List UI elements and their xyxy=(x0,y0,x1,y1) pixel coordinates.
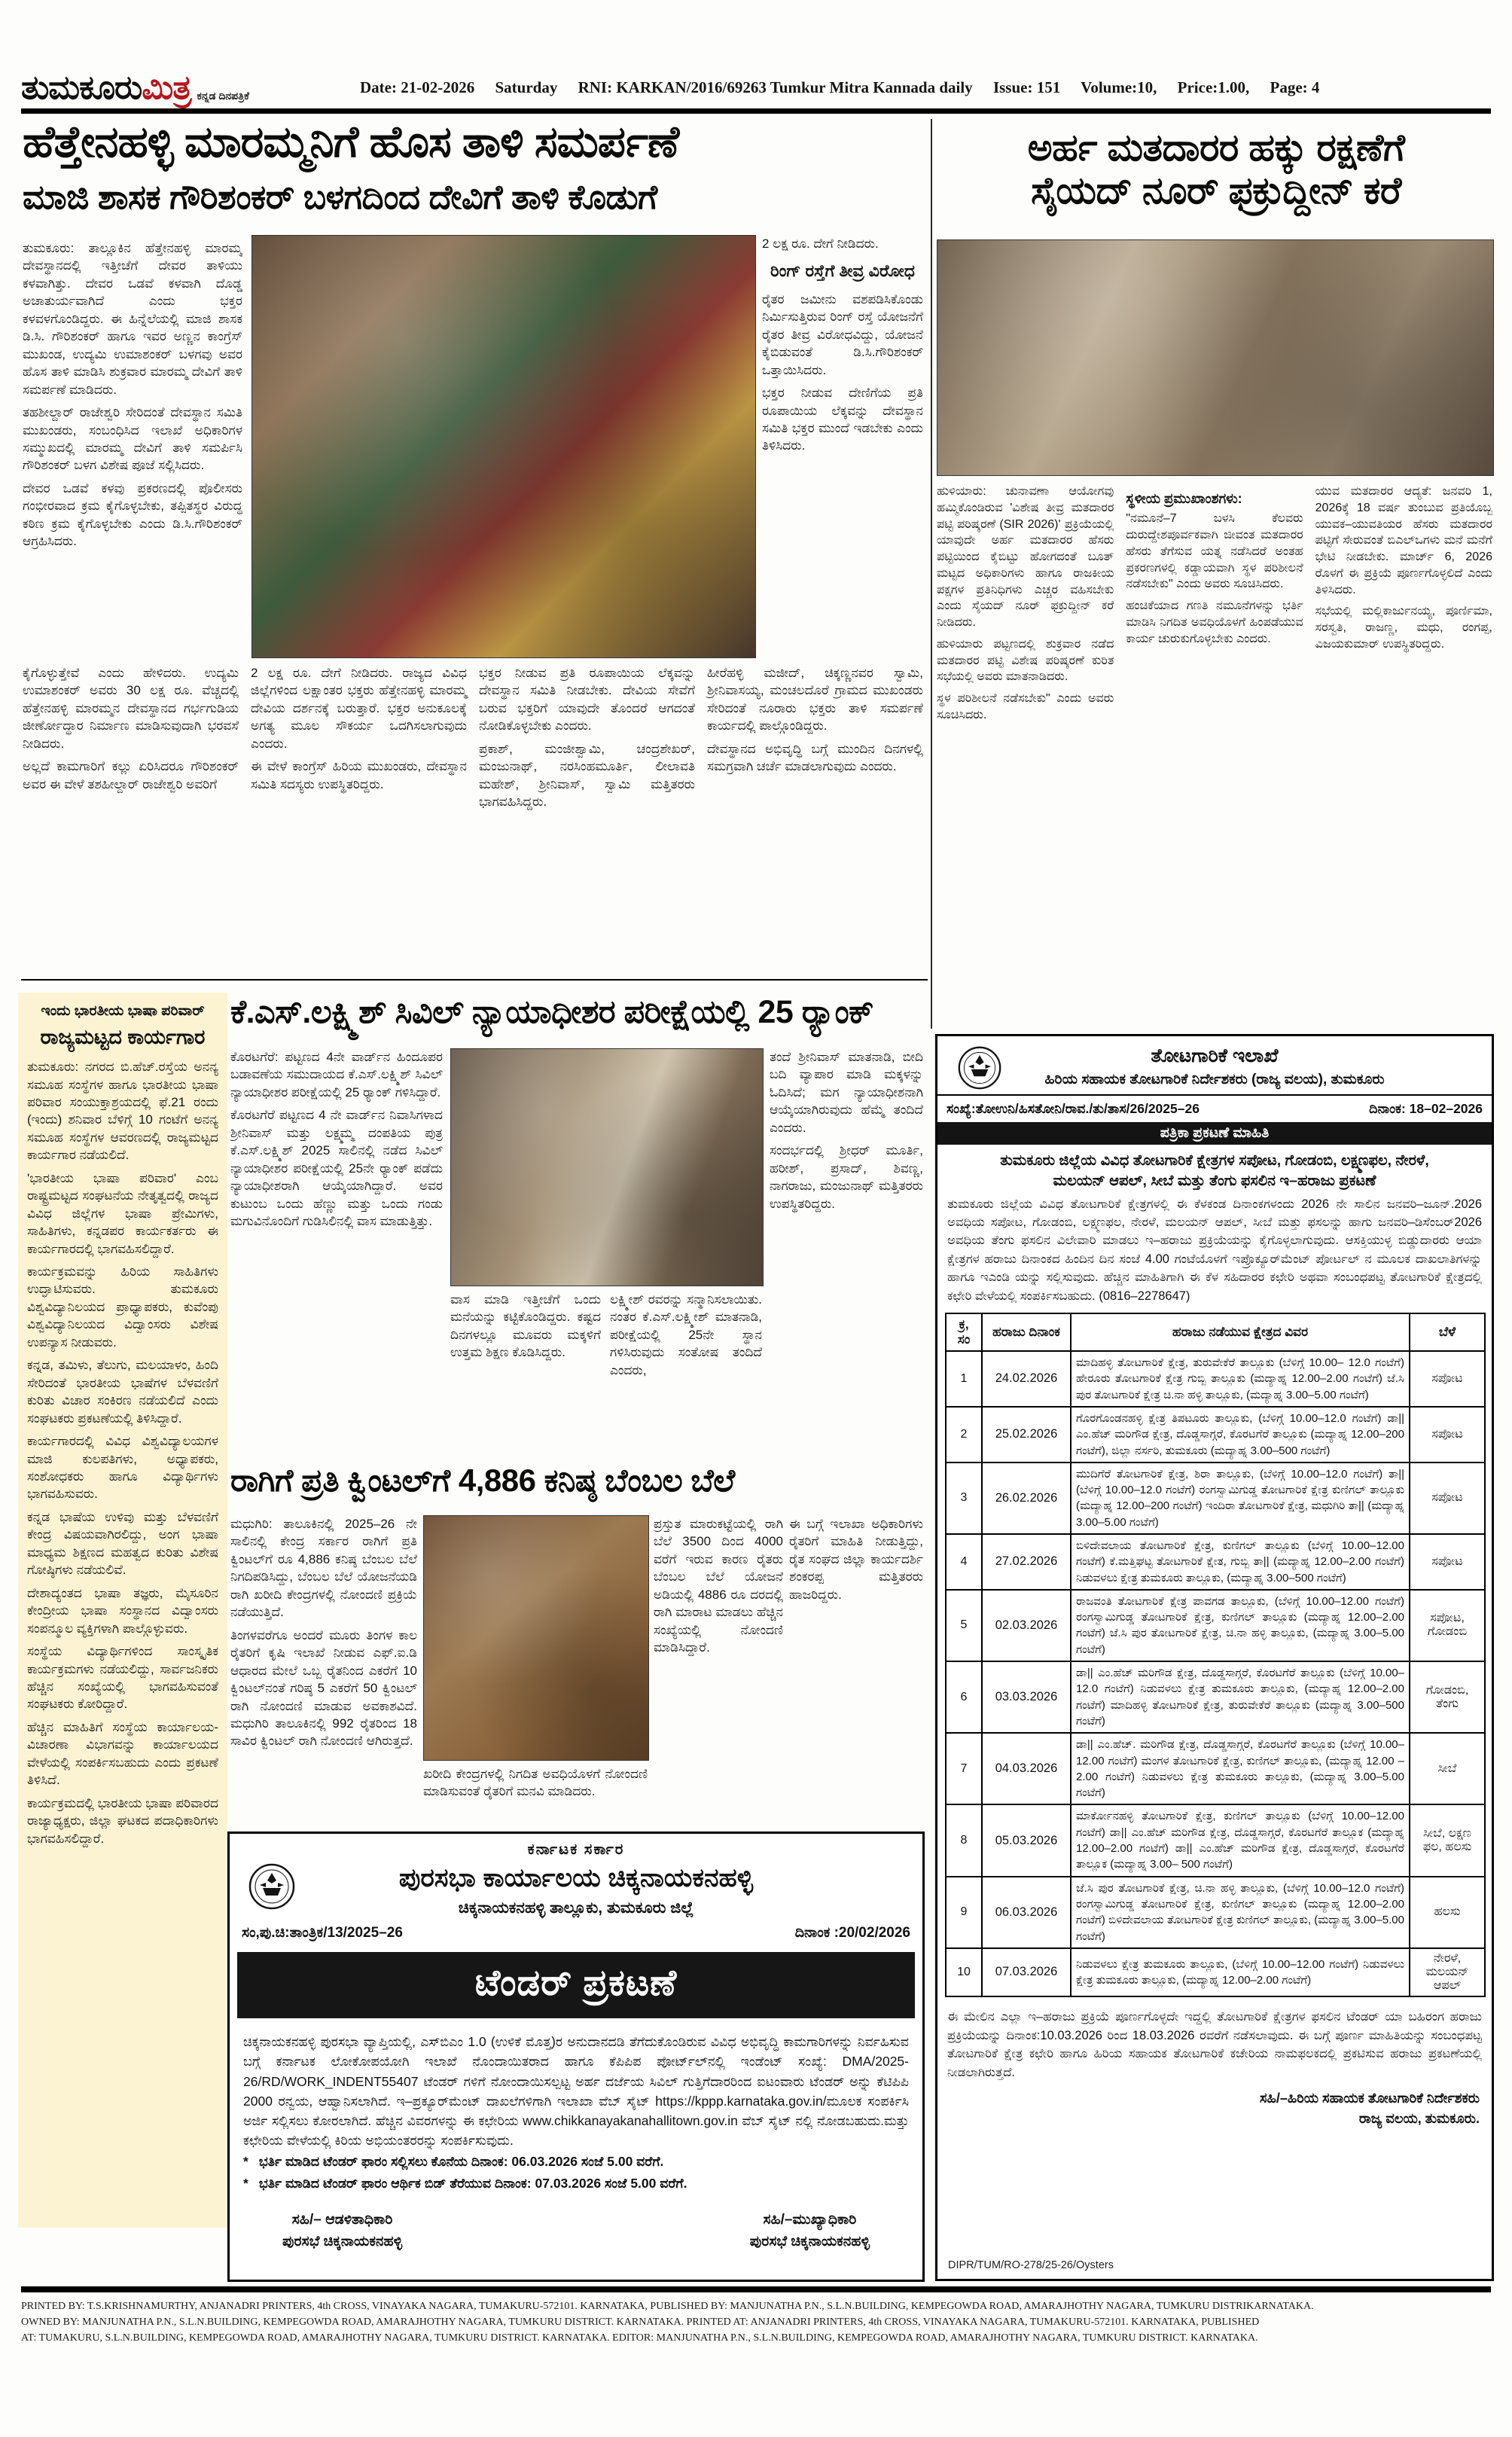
tender-notice-box xyxy=(227,1832,925,2282)
paragraph: ಲಕ್ಷ್ಮೀಶ್ ರವರನ್ನು ಸನ್ಮಾನಿಸಲಾಯಿತು. ನಂತರ ಕೆ.ಎಸ್.ಲಕ್ಷ್ಮೀಶ್ ಮಾತನಾಡಿ, ಪರೀಕ್ಷೆಯಲ್ಲಿ 25ನೇ ಸ್ಥಾನ ಗಳಿಸಿರುವುದು ಸಂತೋಷ ತಂದಿದೆ ಎಂದರು, xyxy=(610,1292,762,1377)
masthead-meta xyxy=(360,78,1336,97)
tali-column-left xyxy=(23,239,242,655)
paragraph: ತಂದೆ ಶ್ರೀನಿವಾಸ್ ಮಾತನಾಡಿ, ಬೀದಿ ಬದಿ ವ್ಯಾಪಾರ ಮಾಡಿ ಮಕ್ಕಳನ್ನು ಓದಿಸಿದೆ; ಮಗ ನ್ಯಾಯಾಧೀಶನಾಗಿ ಆಯ್ಕೆಯಾಗಿರುವುದು ಹೆಮ್ಮೆ ತಂದಿದೆ ಎಂದರು. xyxy=(770,1050,923,1135)
column-divider xyxy=(931,119,932,1029)
judge-headline: ಕೆ.ಎಸ್.ಲಕ್ಷ್ಮಿಶ್ ಸಿವಿಲ್ ನ್ಯಾಯಾಧೀಶರ ಪರೀಕ್ಷೆಯಲ್ಲಿ 25 ರ‍್ಯಾಂಕ್ xyxy=(230,994,873,1030)
paragraph: ಕನ್ನಡ ಭಾಷೆಯ ಉಳಿವು ಮತ್ತು ಬೆಳವಣಿಗೆ ಕೇಂದ್ರ ವಿಷಯವಾಗಿರಲಿದ್ದು, ಅಂಗ ಭಾಷಾ ಮಾಧ್ಯಮ ಶಿಕ್ಷಣದ ಮಹತ್ವದ ಕುರಿತು ವಿಶೇಷ ಗೋಷ್ಠಿಗಳು ನಡೆಯಲಿವೆ. xyxy=(27,1509,218,1578)
paragraph: ವಾಸ ಮಾಡಿ ಇತ್ತೀಚೆಗೆ ಒಂದು ಮನೆಯನ್ನು ಕಟ್ಟಿಕೊಂಡಿದ್ದರು. ಕಷ್ಟದ ದಿನಗಳಲ್ಲೂ ಮೂವರು ಮಕ್ಕಳಿಗೆ ಉತ್ತಮ ಶಿಕ್ಷಣ ಕೊಡಿಸಿದ್ದರು. xyxy=(450,1292,601,1360)
photo-tali-ceremony xyxy=(251,235,756,658)
cell-crop: ಸಪೋಟ, ಗೋಡಂಬಿ xyxy=(1410,1590,1485,1661)
paragraph: ಈ ವೇಳೆ ಕಾಂಗ್ರೆಸ್ ಹಿರಿಯ ಮುಖಂಡರು, ದೇವಸ್ಥಾನ ಸಮಿತಿ ಸದಸ್ಯರು ಉಪಸ್ಥಿತರಿದ್ದರು. xyxy=(251,759,467,791)
paragraph: 2 ಲಕ್ಷ ರೂ. ದೇಗೆ ನೀಡಿದರು. ರಾಜ್ಯದ ವಿವಿಧ ಜಿಲ್ಲೆಗಳಿಂದ ಲಕ್ಷಾಂತರ ಭಕ್ತರು ಹೆತ್ತೇನಹಳ್ಳಿ ಮಾರಮ್ಮ ದೇವಿಯ ದರ್ಶನಕ್ಕೆ ಬರುತ್ತಾರೆ. ಭಕ್ತರ ಅನುಕೂಲಕ್ಕೆ ಅಗತ್ಯ ಮೂಲ ಸೌಕರ್ಯ ಒದಗಿಸಲಾಗುವುದು ಎಂದರು. xyxy=(251,666,467,751)
tender-bullet-1 xyxy=(230,2151,922,2173)
photo-overlay xyxy=(937,240,1493,475)
voter-col-1 xyxy=(937,483,1114,1027)
photo-overlay xyxy=(424,1516,648,1760)
paragraph: ಕೊರಟಗೆರೆ: ಪಟ್ಟಣದ 4ನೇ ವಾರ್ಡ್‌ನ ಹಿಂದೂಪರ ಬಡಾವಣೆಯ ಸಮುದಾಯದ ಕೆ.ಎಸ್.ಲಕ್ಷ್ಮಿಶ್ ಸಿವಿಲ್ ನ್ಯಾಯಾಧೀಶರ ಪರೀಕ್ಷೆಯಲ್ಲಿ 25 ರ‍್ಯಾಂಕ್ ಗಳಿಸಿದ್ದಾರೆ. xyxy=(230,1050,443,1100)
voter-col-2 xyxy=(1126,483,1303,1027)
cell-serial: 3 xyxy=(946,1463,982,1534)
cell-date: 05.03.2026 xyxy=(982,1804,1071,1876)
paragraph: ಕಾರ್ಯಕ್ರಮದಲ್ಲಿ ಭಾರತೀಯ ಭಾಷಾ ಪರಿವಾರದ ರಾಜ್ಯಾಧ್ಯಕ್ಷರು, ಜಿಲ್ಲಾ ಘಟಕದ ಪದಾಧಿಕಾರಿಗಳು ಭಾಗವಹಿಸಲಿದ್ದಾರೆ. xyxy=(27,1795,218,1846)
paragraph: ಹಂಚಿಕೆಯಾದ ಗಣತಿ ನಮೂನೆಗಳನ್ನು ಭರ್ತಿ ಮಾಡಿಸಿ ನಿಗದಿತ ಅವಧಿಯೊಳಗೆ ಹಿಂಪಡೆಯುವ ಕಾರ್ಯ ಚುರುಕುಗೊಳ್ಳಬೇಕು ಎಂದರು. xyxy=(1126,599,1303,645)
cell-details: ಜೆ.ಸಿ ಪುರ ತೋಟಗಾರಿಕೆ ಕ್ಷೇತ್ರ, ಚಿ.ನಾ ಹಳ್ಳಿ ತಾಲ್ಲೂಕು, (ಬೆಳಿಗ್ಗೆ 10.00–12.0 ಗಂಟೆಗೆ) ರಂಗಸ್ವಾಮಿಗುಡ್ಡ ತೋಟಗಾರಿಕೆ ಕ್ಷೇತ್ರ, ಕುಣಿಗಲ್ ತಾಲ್ಲೂಕು (ಮದ್ಯಾಹ್ನ 12.00–2.00 ಗಂಟೆಗೆ) ಬಿಳಿದೇವಲಾಯ ತೋಟಗಾರಿಕೆ ಕ್ಷೇತ್ರ ಕುಣಿಗಲ್ ತಾಲ್ಲೂಕು, (ಮದ್ಯಾಹ್ನ 3.00–5.00 ಗಂಟೆಗೆ) xyxy=(1071,1877,1410,1948)
table-row xyxy=(946,1407,1485,1463)
masthead-title-black: ತುಮಕೂರು xyxy=(21,69,142,106)
masthead-issue: Issue: 151 xyxy=(992,78,1061,96)
hort-date: ದಿನಾಂಕ: 18–02–2026 xyxy=(1369,1101,1483,1116)
paragraph: ತುಮಕೂರು: ನಗರದ ಬಿ.ಹೆಚ್.ರಸ್ತೆಯ ಅನನ್ಯ ಸಮೂಹ ಸಂಸ್ಥೆಗಳ ಹಾಗೂ ಭಾರತೀಯ ಭಾಷಾ ಪರಿವಾರ ಸಂಯುಕ್ತಾಶ್ರಯದಲ್ಲಿ ಫೆ.21 ರಂದು (ಇಂದು) ಶನಿವಾರ ಬೆಳಿಗ್ಗೆ 10 ಗಂಟೆಗೆ ಅನನ್ಯ ಸಮೂಹ ಸಂಸ್ಥೆಗಳ ಆವರಣದಲ್ಲಿ ರಾಜ್ಯಮಟ್ಟದ ಕಾರ್ಯಗಾರ ನಡೆಯಲಿದೆ. xyxy=(27,1060,218,1163)
masthead-title-red: ಮಿತ್ರ xyxy=(142,69,191,106)
tali-headline-sub: ಮಾಜಿ ಶಾಸಕ ಗೌರಿಶಂಕರ್ ಬಳಗದಿಂದ ದೇವಿಗೆ ತಾಳಿ ಕೊಡುಗೆ xyxy=(23,178,657,216)
signature-org: ರಾಜ್ಯ ವಲಯ, ತುಮಕೂರು. xyxy=(1358,2110,1480,2126)
voter-subhead: ಸ್ಥಳೀಯ ಪ್ರಮುಖಾಂಶಗಳು: xyxy=(1126,491,1242,506)
hort-post-note: ಈ ಮೇಲಿನ ಎಲ್ಲಾ ಇ–ಹರಾಜು ಪ್ರಕ್ರಿಯೆ ಪೂರ್ಣಗೊಳ್ಳದೇ ಇದ್ದಲ್ಲಿ ತೋಟಗಾರಿಕೆ ಕ್ಷೇತ್ರಗಳ ಫಸಲಿನ ಟೆಂಡರ್ ಯಾ ಬಹಿರಂಗ ಹರಾಜು ಪ್ರಕ್ರಿಯೆಯನ್ನು ದಿನಾಂಕ:10.03.2026 ರಿಂದ 18.03.2026 ರವರೆಗೆ ನಡೆಸಲಾವುದು. ಈ ಬಗ್ಗೆ ಪೂರ್ಣ ಮಾಹಿತಿಯನ್ನು ಸಂಬಂಧಪಟ್ಟ ತೋಟಗಾರಿಕೆ ಕ್ಷೇತ್ರ ಕಛೇರಿ ಹಾಗೂ ಹಿರಿಯ ಸಹಾಯಕ ತೋಟಗಾರಿಕೆ ಕಚೇರಿಯ ನಾಮಫಲಕದಲ್ಲಿ ಪ್ರಕಟಿಸುವ ಹರಾಜು ಪ್ರಕಟಣೆಯಲ್ಲಿ ನೀಡಲಾಗಿರುತ್ತದೆ. xyxy=(947,2009,1482,2080)
paragraph: ತುಮಕೂರು: ತಾಲ್ಲೂಕಿನ ಹೆತ್ತೇನಹಳ್ಳಿ ಮಾರಮ್ಮ ದೇವಸ್ಥಾನದಲ್ಲಿ ಇತ್ತೀಚೆಗೆ ದೇವರ ತಾಳಿಯು ಕಳವಾಗಿತ್ತು. ದೇವರ ಒಡವೆ ಕಳವಾಗಿ ದೊಡ್ಡ ಅಚಾತುರ್ಯವಾಗಿದೆ ಎಂದು ಭಕ್ತರ ಕಳವಳಗೊಂಡಿದ್ದರು. ಈ ಹಿನ್ನೆಲೆಯಲ್ಲಿ ಮಾಜಿ ಶಾಸಕ ಡಿ.ಸಿ. ಗೌರಿಶಂಕರ್ ಹಾಗೂ ಇವರ ಅಣ್ಣನ ಕಾಂಗ್ರೆಸ್ ಮುಖಂಡ, ಉದ್ಯಮಿ ಉಮಾಶಂಕರ್ ಬಳಗವು ಅವರ ಹೊಸ ತಾಳಿ ಮಾಡಿಸಿ ಶುಕ್ರವಾರ ಮಾರಮ್ಮ ದೇವಿಗೆ ತಾಳಿ ಸಮರ್ಪಣೆ ಮಾಡಿದರು. xyxy=(23,241,242,397)
tali-bottom-col-1 xyxy=(23,664,239,968)
tali-bottom-col-4 xyxy=(707,664,923,968)
asterisk-icon: * xyxy=(243,2175,248,2191)
voter-columns xyxy=(937,483,1492,1027)
photo-overlay xyxy=(252,236,755,657)
col-header-serial: ಕ್ರ, ಸಂ xyxy=(946,1313,982,1351)
cell-details: ಮಾರ್ಕೋನಹಳ್ಳಿ ತೋಟಗಾರಿಕೆ ಕ್ಷೇತ್ರ, ಕುಣಿಗಲ್ ತಾಲ್ಲೂಕು (ಬೆಳಿಗ್ಗೆ 10.00–12.00 ಗಂಟೆಗೆ) ಡಾ|| ಎಂ.ಹೆಚ್ ಮರಿಗೌಡ ಕ್ಷೇತ್ರ, ದೊಡ್ಡಸಾಗ್ಗರೆ, ಕೊರಟಗೆರೆ ತಾಲ್ಲೂಕ (ಮದ್ಯಾಹ್ನ 12.00–2.00 ಗಂಟೆಗೆ) ಡಾ|| ಎಂ.ಹೆಚ್ ಮರಿಗೌಡ ಕ್ಷೇತ್ರ, ದೊಡ್ಡಸಾಗ್ಗರೆ, ಕೊರಟಗೆರೆ ತಾಲ್ಲೂಕ (ಮದ್ಯಾಹ್ನ 3.00– 500 ಗಂಟೆಗೆ) xyxy=(1071,1804,1410,1876)
cell-serial: 5 xyxy=(946,1590,982,1661)
paragraph: ತಹಶೀಲ್ದಾರ್ ರಾಜೇಶ್ವರಿ ಸೇರಿದಂತೆ ದೇವಸ್ಥಾನ ಸಮಿತಿ ಮುಖಂಡರು, ಸಂಬಂಧಿಸಿದ ಇಲಾಖೆ ಅಧಿಕಾರಿಗಳ ಸಮ್ಮುಖದಲ್ಲಿ ಮಾರಮ್ಮ ದೇವಿಗೆ ತಾಳಿ ಸಮರ್ಪಿಸಿ ಗೌರಿಶಂಕರ್ ಬಳಗ ವಿಶೇಷ ಪೂಜೆ ಸಲ್ಲಿಸಿದರು. xyxy=(23,405,242,473)
tali-headline-main: ಹೆತ್ತೇನಹಳ್ಳಿ ಮಾರಮ್ಮನಿಗೆ ಹೊಸ ತಾಳಿ ಸಮರ್ಪಣೆ xyxy=(23,117,679,166)
cell-serial: 2 xyxy=(946,1407,982,1463)
judge-col-1 xyxy=(230,1048,443,1455)
hort-title-line2: ಮಲಯನ್ ಆಪಲ್, ಸೀಬೆ ಮತ್ತು ತೆಂಗು ಫಸಲಿನ ಇ–ಹರಾಜು ಪ್ರಕಟಣೆ xyxy=(1053,1173,1376,1190)
cell-crop: ಸೀಬೆ xyxy=(1410,1733,1485,1804)
masthead-rni: RNI: KARKAN/2016/69263 Tumkur Mitra Kannada daily xyxy=(578,78,973,96)
auction-table xyxy=(945,1313,1486,1997)
tali-bottom-col-3 xyxy=(479,664,695,968)
masthead-volume: Volume:10, xyxy=(1081,78,1157,96)
workshop-article xyxy=(18,993,227,2228)
cell-details: ಬಿಳಿದೇವಲಾಯ ತೋಟಗಾರಿಕೆ ಕ್ಷೇತ್ರ, ಕುಣಿಗಲ್ ತಾಲ್ಲೂಕು (ಬೆಳಿಗ್ಗೆ 10.00–12.00 ಗಂಟೆಗೆ) ಕೆ.ಮತ್ತಿಘಟ್ಟ ತೋಟಗಾರಿಕೆ ಕ್ಷೇತ, ಗುಬ್ಬಿ ತಾ|| (ಮದ್ಯಾಹ್ನ 12.00–2.00 ಗಂಟೆಗೆ) ನಿಡುವಳಲು ಕ್ಷೇತ್ರ ತುಮಕೂರು ತಾಲ್ಲೂಕು, (ಮದ್ಯಾಹ್ನ 3.00–500 ಗಂಟೆಗೆ) xyxy=(1071,1534,1410,1590)
asterisk-icon: * xyxy=(243,2153,248,2169)
paragraph: 'ಭಾರತೀಯ ಭಾಷಾ ಪರಿವಾರ' ಎಂಬ ರಾಷ್ಟ್ರಮಟ್ಟದ ಸಂಘಟನೆಯ ನೇತೃತ್ವದಲ್ಲಿ ರಾಜ್ಯದ ವಿವಿಧ ಜಿಲ್ಲೆಗಳ ಭಾಷಾ ಪ್ರೇಮಿಗಳು, ಸಾಹಿತಿಗಳು, ಕನ್ನಡಪರ ಕಾರ್ಯಕರ್ತರು ಈ ಕಾರ್ಯಗಾರದಲ್ಲಿ ಭಾಗವಹಿಸಲಿದ್ದಾರೆ. xyxy=(27,1170,218,1256)
cell-serial: 7 xyxy=(946,1733,982,1804)
ragi-headline: ರಾಗಿಗೆ ಪ್ರತಿ ಕ್ವಿಂಟಲ್‌ಗೆ 4,886 ಕನಿಷ್ಠ ಬೆಂಬಲ ಬೆಲೆ xyxy=(230,1463,735,1498)
paragraph: ಸಂಸ್ಥೆಯ ವಿದ್ಯಾರ್ಥಿಗಳಿಂದ ಸಾಂಸ್ಕೃತಿಕ ಕಾರ್ಯಕ್ರಮಗಳು ನಡೆಯಲಿದ್ದು, ಸಾರ್ವಜನಿಕರು ಹೆಚ್ಚಿನ ಸಂಖ್ಯೆಯಲ್ಲಿ ಭಾಗವಹಿಸುವಂತೆ ಸಂಘಟಕರು ಕೋರಿದ್ದಾರೆ. xyxy=(27,1644,218,1712)
table-row xyxy=(946,1804,1485,1876)
paragraph: ಅಲ್ಲದೆ ಕಾಮಗಾರಿಗೆ ಕಲ್ಲು ಏರಿಸಿದರೂ ಗೌರಿಶಂಕರ್ ಅವರ ಈ ವೇಳೆ ತಶಹೀಲ್ದಾರ್ ರಾಜೇಶ್ವರಿ ಅವರಿಗೆ xyxy=(23,759,239,791)
ragi-col-b xyxy=(789,1515,923,1822)
tali-column-right xyxy=(762,235,923,657)
tender-ref-number: ಸಂ,ಪು.ಚಿ:ತಾಂತ್ರಿಕ/13/2025–26 xyxy=(242,1925,403,1941)
cell-details: ಗೊರಗೊಂಡನಹಳ್ಳಿ ಕ್ಷೇತ್ರ ತಿಪಟೂರು ತಾಲ್ಲೂಕು, (ಬೆಳಿಗ್ಗೆ 10.00–12.0 ಗಂಟೆಗೆ) ಡಾ|| ಎಂ.ಹೆಚ್ ಮರಿಗೌಡ ಕ್ಷೇತ್ರ, ದೊಡ್ಡಸಾಗ್ಗರೆ, ಕೊರಟಗೆರೆ ತಾಲ್ಲೂಕು (ಮದ್ಯಾಹ್ನ 12.00–200 ಗಂಟೆಗೆ), ಜಿಲ್ಲಾ ನರ್ಸರಿ, ತುಮಕೂರು (ಮದ್ಯಾಹ್ನ 3.00–500 ಗಂಟೆಗೆ) xyxy=(1071,1407,1410,1463)
cell-details: ಮಾದಿಹಳ್ಳಿ ತೋಟಗಾರಿಕೆ ಕ್ಷೇತ್ರ, ತುರುವೇಕೆರೆ ತಾಲ್ಲೂಕು (ಬೆಳಿಗ್ಗೆ 10.00– 12.0 ಗಂಟೆಗೆ) ಹೇರೂರು ತೋಟಗಾರಿಕೆ ಕ್ಷೇತ್ರ ಗುಬ್ಬಿ ತಾಲ್ಲೂಕು (ಮದ್ಯಾಹ್ನ 12.00–2.00 ಗಂಟೆಗೆ) ಜೆ.ಸಿ ಪುರ ತೋಟಗಾರಿಕೆ ಕ್ಷೇತ್ರ ಚಿ.ನಾ ಹಳ್ಳಿ ತಾಲ್ಲೂಕು, (ಮದ್ಯಾಹ್ನ 3.00–5.00 ಗಂಟೆಗೆ) xyxy=(1071,1351,1410,1407)
cell-details: ಡಾ|| ಎಂ.ಹೆಚ್. ಮರಿಗೌಡ ಕ್ಷೇತ್ರ, ದೊಡ್ಡಸಾಗ್ಗರೆ, ಕೊರಟಗೆರೆ ತಾಲ್ಲೂಕು (ಬೆಳಿಗ್ಗೆ 10.00–12.00 ಗಂಟೆಗೆ) ಮಂಗಳ ತೋಟಗಾರಿಕೆ ಕ್ಷೇತ್ರ, ಕುಣಿಗಲ್ ತಾಲ್ಲೂಕು, (ಮದ್ಯಾಹ್ನ 12.00 – 2.00 ಗಂಟೆಗೆ) ನಿಡುವಳಲು ಕ್ಷೇತ್ರ ತುಮಕೂರು ತಾಲ್ಲೂಕು, (ಮದ್ಯಾಹ್ನ 3.00–5.00 ಗಂಟೆಗೆ) xyxy=(1071,1733,1410,1804)
paragraph: ಹೀರೆಹಳ್ಳಿ ಮಜೀದ್, ಚಿಕ್ಕಣ್ಣನವರ ಸ್ವಾಮಿ, ಶ್ರೀನಿವಾಸಯ್ಯ, ಮಂಚಲದೊರೆ ಗ್ರಾಮದ ಮುಖಂಡರು ಸೇರಿದಂತೆ ನೂರಾರು ಭಕ್ತರು ತಾಳಿ ಸಮರ್ಪಣೆ ಕಾರ್ಯದಲ್ಲಿ ಪಾಲ್ಗೊಂಡಿದ್ದರು. xyxy=(707,666,923,734)
cell-serial: 10 xyxy=(946,1948,982,1996)
cell-crop: ಗೋಡಂಬಿ, ತೆಂಗು xyxy=(1410,1661,1485,1733)
hort-title-line1: ತುಮಕೂರು ಜಿಲ್ಲೆಯ ವಿವಿಧ ತೋಟಗಾರಿಕೆ ಕ್ಷೇತ್ರಗಳ ಸಪೋಟ, ಗೋಡಂಬಿ, ಲಕ್ಷ್ಮಣಫಲ, ನೇರಳೆ, xyxy=(1000,1152,1429,1169)
cell-crop: ಸಪೋಟ xyxy=(1410,1351,1485,1407)
photo-overlay xyxy=(451,1049,763,1286)
paragraph: ಕೈಗೊಳ್ಳುತ್ತೇವೆ ಎಂದು ಹೇಳಿದರು. ಉದ್ಯಮಿ ಉಮಾಶಂಕರ್ ಅವರು 30 ಲಕ್ಷ ರೂ. ವೆಚ್ಚದಲ್ಲಿ ಹೆತ್ತೇನಹಳ್ಳಿ ಮಾರಮ್ಮನ ದೇವಸ್ಥಾನದ ಗರ್ಭಗುಡಿಯ ಜೀರ್ಣೋದ್ಧಾರ ನಿರ್ಮಾಣ ಮಾಡಿಸುವುದಾಗಿ ಭರವಸೆ ನೀಡಿದರು. xyxy=(23,666,239,751)
imprint-footer xyxy=(21,2298,1491,2346)
table-row xyxy=(946,1661,1485,1733)
section-rule xyxy=(21,979,928,981)
tender-ref-row xyxy=(230,1917,922,1946)
paragraph: ಯುವ ಮತದಾರರ ಆದ್ಯತೆ: ಜನವರಿ 1, 2026ಕ್ಕೆ 18 ವರ್ಷ ತುಂಬುವ ಪ್ರತಿಯೊಬ್ಬ ಯುವಕ–ಯುವತಿಯರ ಹೆಸರು ಮತದಾರರ ಪಟ್ಟಿಗೆ ಸೇರುವಂತೆ ಬಿಎಲ್‌ಒಗಳು ಮನೆ ಮನೆಗೆ ಭೇಟಿ ನೀಡಬೇಕು. ಮಾರ್ಚ್ 6, 2026 ರೊಳಗೆ ಈ ಪ್ರಕ್ರಿಯೆ ಪೂರ್ಣಗೊಳ್ಳಲಿದೆ ಎಂದು ತಿಳಿಸಿದರು. xyxy=(1315,485,1492,596)
voter-headline xyxy=(943,127,1489,212)
paragraph: ದೇವರ ಒಡವೆ ಕಳವು ಪ್ರಕರಣದಲ್ಲಿ ಪೊಲೀಸರು ಗಂಭೀರವಾದ ಕ್ರಮ ಕೈಗೊಳ್ಳಬೇಕು, ತಪ್ಪಿತಸ್ಥರ ವಿರುದ್ಧ ಕಠಿಣ ಕ್ರಮ ಕೈಗೊಳ್ಳಬೇಕು ಎಂದು ಡಿ.ಸಿ.ಗೌರಿಶಂಕರ್ ಆಗ್ರಹಿಸಿದರು. xyxy=(23,480,242,549)
tender-bullet-1-text: ಭರ್ತಿ ಮಾಡಿದ ಟೆಂಡರ್ ಫಾರಂ ಸಲ್ಲಿಸಲು ಕೊನೆಯ ದಿನಾಂಕ: 06.03.2026 ಸಂಜೆ 5.00 ವರೆಗೆ. xyxy=(258,2153,664,2169)
karnataka-emblem-icon xyxy=(957,1045,1002,1090)
paragraph: 2 ಲಕ್ಷ ರೂ. ದೇಗೆ ನೀಡಿದರು. xyxy=(762,236,879,251)
paragraph: ರೈತರ ಜಮೀನು ವಶಪಡಿಸಿಕೊಂಡು ನಿರ್ಮಿಸುತ್ತಿರುವ ರಿಂಗ್ ರಸ್ತೆ ಯೋಜನೆಗೆ ರೈತರ ತೀವ್ರ ವಿರೋಧವಿದ್ದು, ಯೋಜನೆ ಕೈಬಿಡುವಂತೆ ಡಿ.ಸಿ.ಗೌರಿಶಂಕರ್ ಒತ್ತಾಯಿಸಿದರು. xyxy=(762,291,923,377)
masthead-page: Page: 4 xyxy=(1270,78,1320,96)
col-header-details: ಹರಾಜು ನಡೆಯುವ ಕ್ಷೇತ್ರದ ವಿವರ xyxy=(1071,1313,1410,1351)
signature-org: ಪುರಸಭೆ ಚಿಕ್ಕನಾಯಕನಹಳ್ಳಿ xyxy=(749,2233,870,2249)
paragraph: ಭಕ್ತರ ನೀಡುವ ಪ್ರತಿ ರೂಪಾಯಿಯ ಲೆಕ್ಕವನ್ನು ದೇವಸ್ಥಾನ ಸಮಿತಿ ನೀಡಬೇಕು. ದೇವಿಯ ಸೇವೆಗೆ ಬರುವ ಭಕ್ತರಿಗೆ ಯಾವುದೇ ತೊಂದರೆ ಆಗದಂತೆ ನೋಡಿಕೊಳ್ಳಬೇಕು ಎಂದರು. xyxy=(479,666,695,734)
horticulture-notice-box xyxy=(935,1034,1494,2281)
workshop-body xyxy=(27,1058,218,1847)
cell-crop: ನೇರಳೆ, ಮಲಯನ್ ಆಪಲ್ xyxy=(1410,1948,1485,1996)
voter-headline-line2: ಸೈಯದ್ ನೂರ್ ಫಕ್ರುದ್ದೀನ್ ಕರೆ xyxy=(1031,169,1401,212)
imprint-line-3: AT: TUMAKURU, S.L.N.BUILDING, KEMPEGOWDA ROAD, AMARAJHOTHY NAGARA, TUMKURU DISTRICT. KARNATAKA. EDITOR: MANJUNATHA P.N., S.L.N.BUILDING, KEMPEGOWDA ROAD, AMARAJHOTHY NAGARA, TUMKURU DISTRICT. KARNATAKA. xyxy=(21,2332,1258,2344)
imprint-line-1: PRINTED BY: T.S.KRISHNAMURTHY, ANJANADRI PRINTERS, 4th CROSS, VINAYAKA NAGARA, TUMAKURU-572101. KARNATAKA, PUBLISHED BY: MANJUNATHA P.N., S.L.N.BUILDING, KEMPEGOWDA ROAD, AMARAJHOTHY NAGARA, TUMKURU DISTRIKARNATAKA. xyxy=(21,2301,1314,2312)
ragi-col-1 xyxy=(230,1515,417,1822)
paragraph: ಮಧುಗಿರಿ: ತಾಲೂಕಿನಲ್ಲಿ 2025–26 ನೇ ಸಾಲಿನಲ್ಲಿ ಕೇಂದ್ರ ಸರ್ಕಾರ ರಾಗಿಗೆ ಪ್ರತಿ ಕ್ವಿಂಟಲ್‌ಗೆ ರೂ 4,886 ಕನಿಷ್ಠ ಬೆಂಬಲ ಬೆಲೆ ನಿಗದಿಪಡಿಸಿದ್ದು, ಬೆಂಬಲ ಬೆಲೆ ಯೋಜನೆಯಡಿ ರಾಗಿ ಖರೀದಿ ಕೇಂದ್ರಗಳಲ್ಲಿ ನೋಂದಣಿ ಪ್ರಕ್ರಿಯೆ ನಡೆಯುತ್ತಿದೆ. xyxy=(230,1517,417,1620)
paragraph: ಕಾರ್ಯಕ್ರಮವನ್ನು ಹಿರಿಯ ಸಾಹಿತಿಗಳು ಉದ್ಘಾಟಿಸುವರು. ತುಮಕೂರು ವಿಶ್ವವಿದ್ಯಾನಿಲಯದ ಪ್ರಾಧ್ಯಾಪಕರು, ಕುವೆಂಪು ವಿಶ್ವವಿದ್ಯಾನಿಲಯದ ವಿದ್ವಾಂಸರು ವಿಶೇಷ ಉಪನ್ಯಾಸ ನೀಡುವರು. xyxy=(27,1264,218,1350)
tender-govt-line: ಕರ್ನಾಟಕ ಸರ್ಕಾರ xyxy=(527,1841,625,1858)
cell-serial: 8 xyxy=(946,1804,982,1876)
workshop-kicker: ಇಂದು ಭಾರತೀಯ ಭಾಷಾ ಪರಿವಾರ್ xyxy=(41,1003,205,1019)
voter-col-3 xyxy=(1315,483,1492,1027)
paragraph: ಹುಳಿಯಾರು: ಚುನಾವಣಾ ಆಯೋಗವು ಹಮ್ಮಿಕೊಂಡಿರುವ 'ವಿಶೇಷ ತೀವ್ರ ಮತದಾರರ ಪಟ್ಟಿ ಪರಿಷ್ಕರಣೆ (SIR 2026)' ಪ್ರಕ್ರಿಯೆಯಲ್ಲಿ ಯಾವುದೇ ಅರ್ಹ ಮತದಾರರ ಹೆಸರು ಪಟ್ಟಿಯಿಂದ ಕೈಬಿಟ್ಟು ಹೋಗದಂತೆ ಬೂತ್ ಮಟ್ಟದ ಅಧಿಕಾರಿಗಳು ಹಾಗೂ ರಾಜಕೀಯ ಪಕ್ಷಗಳ ಪ್ರತಿನಿಧಿಗಳು ಎಚ್ಚರ ವಹಿಸಬೇಕು ಎಂದು ಸೈಯದ್ ನೂರ್ ಫಕ್ರುದ್ದೀನ್ ಕರೆ ನೀಡಿದರು. xyxy=(937,485,1114,629)
auction-table-header xyxy=(946,1313,1485,1351)
paragraph: ಈ ಬಗ್ಗೆ ಇಲಾಖಾ ಅಧಿಕಾರಿಗಳು ರೈತರಿಗೆ ಮಾಹಿತಿ ನೀಡುತ್ತಿದ್ದು, ರೈತ ಸಂಘದ ಜಿಲ್ಲಾ ಕಾರ್ಯದರ್ಶಿ ಶಂಕರಪ್ಪ ಮತ್ತಿತರರು ಹಾಜರಿದ್ದರು. xyxy=(789,1517,923,1602)
paragraph: ಸ್ಥಳ ಪರಿಶೀಲನೆ ನಡೆಸಬೇಕು" ಎಂದು ಅವರು ಸೂಚಿಸಿದರು. xyxy=(937,692,1114,721)
cell-details: ನಿಡುವಳಲು ಕ್ಷೇತ್ರ ತುಮಕೂರು ತಾಲ್ಲೂಕು, (ಬೆಳಿಗ್ಗೆ 10.00–12.00 ಗಂಟೆಗೆ) ನಿಡುವಳಲು ಕ್ಷೇತ್ರ ತುಮಕೂರು ತಾಲ್ಲೂಕು, (ಮದ್ಯಾಹ್ನ 12.00–2.00 ಗಂಟೆಗೆ) xyxy=(1071,1948,1410,1996)
cell-serial: 9 xyxy=(946,1877,982,1948)
photo-judge-felicitation xyxy=(450,1048,764,1286)
cell-date: 26.02.2026 xyxy=(982,1463,1071,1534)
masthead-rule xyxy=(21,108,1491,114)
cell-date: 06.03.2026 xyxy=(982,1877,1071,1948)
tali-bottom-columns xyxy=(23,664,923,968)
cell-date: 03.03.2026 xyxy=(982,1661,1071,1733)
table-row xyxy=(946,1351,1485,1407)
hort-press-bar: ಪತ್ರಿಕಾ ಪ್ರಕಟಣೆ ಮಾಹಿತಿ xyxy=(937,1122,1492,1145)
hort-officer-title: ಹಿರಿಯ ಸಹಾಯಕ ತೋಟಗಾರಿಕೆ ನಿರ್ದೇಶಕರು (ರಾಜ್ಯ ವಲಯ), ತುಮಕೂರು xyxy=(1044,1072,1385,1087)
tender-bullet-2 xyxy=(230,2173,922,2195)
ragi-below-photo xyxy=(423,1765,648,1824)
col-header-crop: ಬೆಳೆ xyxy=(1410,1313,1485,1351)
paragraph: ತಿಂಗಳವರೆಗೂ ಅಂದರೆ ಮೂರು ತಿಂಗಳ ಕಾಲ ರೈತರಿಗೆ ಕೃಷಿ ಇಲಾಖೆ ನೀಡುವ ಎಫ್.ಐ.ಡಿ ಆಧಾರದ ಮೇಲೆ ಒಬ್ಬ ರೈತನಿಂದ ಎಕರೆಗೆ 10 ಕ್ವಿಂಟಲ್‌ನಂತೆ ಗರಿಷ್ಠ 5 ಎಕರೆಗೆ 50 ಕ್ವಿಂಟಲ್ ರಾಗಿ ನೋಂದಣಿ ಮಾಡುವ ಅವಕಾಶವಿದೆ. ಮಧುಗಿರಿ ತಾಲೂಕಿನಲ್ಲಿ 992 ರೈತರಿಂದ 18 ಸಾವಿರ ಕ್ವಿಂಟಲ್ ರಾಗಿ ನೋಂದಣಿ ಆಗಿರುತ್ತದೆ. xyxy=(230,1627,417,1749)
signature-title: ಸಹಿ/–ಹಿರಿಯ ಸಹಾಯಕ ತೋಟಗಾರಿಕೆ ನಿರ್ದೇಶಕರು xyxy=(1259,2090,1480,2106)
paragraph: ಭಕ್ತರ ನೀಡುವ ದೇಣಿಗೆಯ ಪ್ರತಿ ರೂಪಾಯಿಯ ಲೆಕ್ಕವನ್ನು ದೇವಸ್ಥಾನ ಸಮಿತಿ ಭಕ್ತರ ಮುಂದೆ ಇಡಬೇಕು ಎಂದು ತಿಳಿಸಿದರು. xyxy=(762,386,923,453)
hort-ref-row xyxy=(937,1096,1492,1122)
hort-notice-title xyxy=(937,1145,1492,1194)
cell-crop: ಹಲಸು xyxy=(1410,1877,1485,1948)
paragraph: ದೇಶಾದ್ಯಂತದ ಭಾಷಾ ತಜ್ಞರು, ಮೈಸೂರಿನ ಕೇಂದ್ರೀಯ ಭಾಷಾ ಸಂಸ್ಥಾನದ ವಿದ್ವಾಂಸರು ಸಂಪನ್ಮೂಲ ವ್ಯಕ್ತಿಗಳಾಗಿ ಪಾಲ್ಗೊಳ್ಳುವರು. xyxy=(27,1585,218,1636)
tender-signature-right xyxy=(750,2210,870,2252)
table-row xyxy=(946,1877,1485,1948)
cell-details: ರಾಜವಂತಿ ತೋಟಗಾರಿಕೆ ಕ್ಷೇತ್ರ ಪಾವಗಡ ತಾಲ್ಲೂಕು, (ಬೆಳಿಗ್ಗೆ 10.00–12.00 ಗಂಟೆಗೆ) ರಂಗಸ್ವಾಮಿಗುಡ್ಡ ತೋಟಗಾರಿಕೆ ಕ್ಷೇತ್ರ, ಕುಣಿಗಲ್ ತಾಲ್ಲೂಕು (ಮದ್ಯಾಹ್ನ 12.00–2.00 ಗಂಟೆಗೆ) ಜೆ.ಸಿ ಪುರ ತೋಟಗಾರಿಕೆ ಕ್ಷೇತ್ರ, ಚಿ.ನಾ ಹಳ್ಳಿ ತಾಲ್ಲೂಕು, (ಮದ್ಯಾಹ್ನ 3.00–5.00 ಗಂಟೆಗೆ) xyxy=(1071,1590,1410,1661)
cell-serial: 6 xyxy=(946,1661,982,1733)
hort-signature xyxy=(937,2082,1492,2129)
paragraph: ಕೊರಟಗೆರೆ ಪಟ್ಟಣದ 4 ನೇ ವಾರ್ಡ್‌ನ ನಿವಾಸಿಗಳಾದ ಶ್ರೀನಿವಾಸ್ ಮತ್ತು ಲಕ್ಷ್ಮಮ್ಮ ದಂಪತಿಯ ಪುತ್ರ ಕೆ.ಎಸ್.ಲಕ್ಷ್ಮಿಶ್ 2025 ಸಾಲಿನಲ್ಲಿ ನಡೆದ ಸಿವಿಲ್ ನ್ಯಾಯಾಧೀಶರ ಪರೀಕ್ಷೆಯಲ್ಲಿ 25ನೇ ರ‍್ಯಾಂಕ್ ಪಡೆದು ನ್ಯಾಯಾಧೀಶರಾಗಿ ಆಯ್ಕೆಯಾಗಿದ್ದಾರೆ. ಅವರ ಕುಟುಂಬ ಒಂದು ಹೆಣ್ಣು ಮತ್ತು ಒಂದು ಗಂಡು ಮಗುವಿನೊಂದಿಗೆ ಗುಡಿಸಿಲಿನಲ್ಲಿ ವಾಸ ಮಾಡುತ್ತಿತ್ತು. xyxy=(230,1108,443,1229)
tender-office-place: ಚಿಕ್ಕನಾಯಕನಹಳ್ಳಿ ತಾಲ್ಲೂಕು, ತುಮಕೂರು ಜಿಲ್ಲೆ xyxy=(458,1899,694,1917)
judge-col-a xyxy=(450,1291,601,1455)
masthead xyxy=(21,69,1491,107)
imprint-line-2: OWNED BY: MANJUNATHA P.N., S.L.N.BUILDING, KEMPEGOWDA ROAD, AMARAJHOTHY NAGARA, TUMKURU DISTRICT. KARNATAKA. PRINTED AT: ANJANADRI PRINTERS, 4th CROSS, VINAYAKA NAGARA, TUMAKURU-572101. KARNATAKA, PUBLISHED xyxy=(21,2317,1260,2328)
ragi-col-a xyxy=(654,1515,783,1822)
cell-crop: ಸಪೋಟ xyxy=(1410,1463,1485,1534)
paragraph: ಪ್ರಕಾಶ್, ಮಂಜೀಶ್ವಾಮಿ, ಚಂದ್ರಶೇಖರ್, ಮಂಜುನಾಥ್, ನರಸಿಂಹಮೂರ್ತಿ, ಲೀಲಾವತಿ ಮಹೇಶ್, ಶ್ರೀನಿವಾಸ್, ಸ್ವಾಮಿ ಮತ್ತಿತರರು ಭಾಗವಹಿಸಿದ್ದರು. xyxy=(479,741,695,810)
cell-date: 25.02.2026 xyxy=(982,1407,1071,1463)
table-row xyxy=(946,1733,1485,1804)
photo-voter-meeting xyxy=(937,239,1494,476)
cell-crop: ಸಪೋಟ xyxy=(1410,1407,1485,1463)
tender-body: ಚಿಕ್ಕನಾಯಕನಹಳ್ಳಿ ಪುರಸಭಾ ವ್ಯಾಪ್ತಿಯಲ್ಲಿ, ಎಸ್‌ಬಿಎಂ 1.0 (ಉಳಿಕೆ ಮೊತ್ತ)ರ ಅನುದಾನದಡಿ ತೆಗೆದುಕೊಂಡಿರುವ ವಿವಿಧ ಅಭಿವೃದ್ಧಿ ಕಾಮಗಾರಿಗಳನ್ನು ನಿರ್ವಹಿಸುವ ಬಗ್ಗೆ ಕರ್ನಾಟಕ ಲೋಕೋಪಯೋಗಿ ಇಲಾಖೆ ನೊಂದಾಯಿತರಾದ ಹಾಗೂ ಕೆಪಿಪಿಪ ಪೋರ್ಟ್‌ಲ್‌ನಲ್ಲಿ ಇಂಡೆಂಟ್ ಸಂಖ್ಯೆ: DMA/2025-26/RD/WORK_INDENT55407 ಟೆಂಡರ್ ಗಳಿಗೆ ನೋಂದಾಯಿಸಲ್ಪಟ್ಟ ಅರ್ಹ ದರ್ಜೆಯ ಸಿವಿಲ್ ಗುತ್ತಿಗೆದಾರರಿಂದ ಐಟಂವಾರು ಟೆಂಡರ್ ಅನ್ನು ಕೆಟಿಪಿಪಿ 2000 ರನ್ವಯ, ಆಹ್ವಾನಿಸಲಾಗಿದೆ. ಇ–ಪ್ರಕ್ಯೂರ್‌ಮೆಂಟ್ ದಾಖಲೆಗಳಿಗಾಗಿ ಇಲಾಖಾ ವೆಬ್ ಸೈಟ್ https://kppp.karnataka.gov.in/ಮೂಲಕ ಸಂಪರ್ಕಿಸಿ ಅರ್ಜಿ ಸಲ್ಲಿಸಲು ಕೋರಲಾಗಿದೆ. ಹೆಚ್ಚಿನ ವಿವರಗಳನ್ನು ಈ ಕಛೇರಿಯ www.chikkanayakanahallitown.gov.in ವೆಬ್ ಸೈಟ್ ನಲ್ಲಿ ನೋಡಬಹುದು.ಮತ್ತು ಕಛೇರಿಯ ವೇಳೆಯಲ್ಲಿ ಕಿರಿಯ ಅಭಿಯಂತರರನ್ನು ಸಂಪರ್ಕಿಸುವುದು. xyxy=(243,2034,909,2149)
cell-details: ಮುದಿಗೆರೆ ತೋಟಗಾರಿಕೆ ಕ್ಷೇತ್ರ, ಶಿರಾ ತಾಲ್ಲೂಕು, (ಬೆಳಿಗ್ಗೆ 10.00–12.0 ಗಂಟೆಗೆ) ತಾ|| (ಬೆಳಿಗ್ಗೆ 10.00–12.0 ಗಂಟೆಗೆ) ರಂಗಸ್ವಾಮಿಗುಡ್ಡ ತೋಟಗಾರಿಕೆ ಕ್ಷೇತ್ರ ಕುಣಿಗಲ್ ತಾಲ್ಲೂಕು (ಮದ್ಯಾಹ್ನ 12.00–200 ಗಂಟೆಗೆ) ಇಂದಿರಾ ತೋಟಗಾರಿಕೆ ಕ್ಷೇತ್ರ, ಮಧುಗಿರಿ ತಾ|| (ಮದ್ಯಾಹ್ನ 3.00–5.00 ಗಂಟೆಗೆ) xyxy=(1071,1463,1410,1534)
dipr-code: DIPR/TUM/RO-278/25-26/Oysters xyxy=(948,2259,1114,2271)
paragraph: ಕಾರ್ಯಗಾರದಲ್ಲಿ ವಿವಿಧ ವಿಶ್ವವಿದ್ಯಾಲಯಗಳ ಮಾಜಿ ಕುಲಪತಿಗಳು, ಅಧ್ಯಾಪಕರು, ಸಂಶೋಧಕರು ಹಾಗೂ ವಿದ್ಯಾರ್ಥಿಗಳು ಭಾಗವಹಿಸುವರು. xyxy=(27,1434,218,1502)
masthead-subtitle: ಕನ್ನಡ ದಿನಪತ್ರಿಕೆ xyxy=(197,89,249,102)
tender-signature-left xyxy=(282,2210,402,2252)
cell-date: 07.03.2026 xyxy=(982,1948,1071,1996)
tender-signatures xyxy=(230,2195,922,2260)
masthead-price: Price:1.00, xyxy=(1177,78,1250,96)
voter-headline-line1: ಅರ್ಹ ಮತದಾರರ ಹಕ್ಕು ರಕ್ಷಣೆಗೆ xyxy=(1027,127,1405,169)
paragraph: ದೇವಸ್ಥಾನದ ಅಭಿವೃದ್ಧಿ ಬಗ್ಗೆ ಮುಂದಿನ ದಿನಗಳಲ್ಲಿ ಸಮಗ್ರವಾಗಿ ಚರ್ಚೆ ಮಾಡಲಾಗುವುದು ಎಂದರು. xyxy=(707,741,923,774)
tender-office-title: ಪುರಸಭಾ ಕಾರ್ಯಾಲಯ ಚಿಕ್ಕನಾಯಕನಹಳ್ಳಿ xyxy=(398,1863,754,1893)
hort-ref-number: ಸಂಖ್ಯೆ:ತೋಉನಿ/ಹಿಸತೋನಿ/ರಾವ./ತು/ತಾಸ/26/2025–26 xyxy=(947,1101,1200,1116)
table-row xyxy=(946,1534,1485,1590)
tender-bullet-2-text: ಭರ್ತಿ ಮಾಡಿದ ಟೆಂಡರ್ ಫಾರಂ ಆರ್ಥಿಕ ಬಿಡ್ ತೆರೆಯುವ ದಿನಾಂಕ: 07.03.2026 ಸಂಜೆ 5.00 ವರೆಗೆ. xyxy=(258,2175,687,2191)
table-row xyxy=(946,1463,1485,1534)
paragraph: ಸಂದರ್ಭದಲ್ಲಿ ಶ್ರೀಧರ್ ಮೂರ್ತಿ, ಹರೀಶ್, ಪ್ರಸಾದ್, ಶಿವಣ್ಣ, ನಾಗರಾಜು, ಮಂಜುನಾಥ್ ಮತ್ತಿತರರು ಉಪಸ್ಥಿತರಿದ್ದರು. xyxy=(770,1143,923,1211)
cell-date: 27.02.2026 xyxy=(982,1534,1071,1590)
cell-serial: 4 xyxy=(946,1534,982,1590)
cell-details: ಡಾ|| ಎಂ.ಹೆಚ್ ಮರಿಗೌಡ ಕ್ಷೇತ್ರ, ದೊಡ್ಡಸಾಗ್ಗರೆ, ಕೊರಟಗೆರೆ ತಾಲ್ಲೂಕು (ಬೆಳಿಗ್ಗೆ 10.00–12.0 ಗಂಟೆಗೆ) ನಿಡುವಳಲು ಕ್ಷೇತ್ರ ತುಮಕೂರು ತಾಲ್ಲೂಕು, (ಮದ್ಯಾಹ್ನ 12.00–2.00 ಗಂಟೆಗೆ) ಮಾದಿಹಳ್ಳಿ ತೋಟಗಾರಿಕೆ ಕ್ಷೇತ್ರ, ತುರುವೇಕೆರೆ ತಾಲ್ಲೂಕು (ಮದ್ಯಾಹ್ನ 3.00–500 ಗಂಟೆಗೆ) xyxy=(1071,1661,1410,1733)
cell-date: 24.02.2026 xyxy=(982,1351,1071,1407)
tender-date: ದಿನಾಂಕ :20/02/2026 xyxy=(794,1925,910,1941)
cell-crop: ಸಪೋಟ xyxy=(1410,1534,1485,1590)
judge-col-3 xyxy=(770,1048,923,1455)
photo-ragi-procurement xyxy=(423,1515,649,1761)
signature-title: ಸಹಿ/– ಆಡಳಿತಾಧಿಕಾರಿ xyxy=(291,2212,393,2228)
col-header-date: ಹರಾಜು ದಿನಾಂಕ xyxy=(982,1313,1071,1351)
tali-subhead-ring-road: ರಿಂಗ್ ರಸ್ತೆಗೆ ತೀವ್ರ ವಿರೋಧ xyxy=(770,261,915,281)
table-row xyxy=(946,1590,1485,1661)
paragraph: "ನಮೂನೆ–7 ಬಳಸಿ ಕೆಲವರು ದುರುದ್ದೇಶಪೂರ್ವಕವಾಗಿ ಜೀವಂತ ಮತದಾರರ ಹೆಸರು ತೆಗೆಸುವ ಯತ್ನ ನಡೆಸಿದರೆ ಅಂತಹ ಪ್ರಕರಣಗಳಲ್ಲಿ ಕಡ್ಡಾಯವಾಗಿ ಸ್ಥಳ ಪರಿಶೀಲನೆ ನಡೆಸಬೇಕು" ಎಂದು ಅವರು ಸೂಚಿಸಿದರು. xyxy=(1126,512,1303,591)
signature-org: ಪುರಸಭೆ ಚಿಕ್ಕನಾಯಕನಹಳ್ಳಿ xyxy=(282,2233,403,2249)
footer-rule xyxy=(21,2286,1491,2292)
hort-intro: ತುಮಕೂರು ಜಿಲ್ಲೆಯ ವಿವಿಧ ತೋಟಗಾರಿಕೆ ಕ್ಷೇತ್ರಗಳಲ್ಲಿ ಈ ಕೆಳಕಂಡ ದಿನಾಂಕಗಳಂದು 2026 ನೇ ಸಾಲಿನ ಜನವರಿ–ಜೂನ್.2026 ಅವಧಿಯ ಸಪೋಟ, ಗೋಡಂಬಿ, ಲಕ್ಷ್ಮಣಫಲ, ನೇರಳೆ, ಮಲಯನ್ ಆಪಲ್, ಸೀಬೆ ಮತ್ತು ಫಸಲನ್ನು ಹಾಗು ಜನವರಿ–ಡಿಸೆಂಬರ್2026 ಅವಧಿಯ ತೆಂಗು ಫಸಲಿನ ವಿಲೇವಾರಿ ಮಾಡಲು ಇ–ಹರಾಜು ಪ್ರಕ್ರಿಯೆಯನ್ನು ಕೈಗೊಳ್ಳಲಾಗುವುದು. ಆಸಕ್ತಿಯುಳ್ಳ ಬಿಡ್ಡುದಾರರು ಆಯಾ ಕ್ಷೇತ್ರಗಳ ಹರಾಜು ದಿನಾಂಕದ ಹಿಂದಿನ ದಿನ ಸಂಜೆ 4.00 ಗಂಟೆಯೊಳಗೆ ಇಪ್ರೊಕ್ಯೂರ್‌ಮೆಂಟ್ ಪೋರ್ಟಲ್ ನ ಮೂಲಕ ದಾಖಲಾತಿಗಳನ್ನು ಹಾಗೂ ಇಎಂಡಿ ಯನ್ನು ಸಲ್ಲಿಸುವುದು. ಹೆಚ್ಚಿನ ಮಾಹಿತಿಗಾಗಿ ಈ ಕೆಳ ಸಹಿದಾರರ ಕಛೇರಿ ಅಥವಾ ಸಂಬಂಧಪಟ್ಟ ತೋಟಗಾರಿಕೆ ಕ್ಷೇತ್ರದಲ್ಲಿ ಕಛೇರಿ ವೇಳೆಯಲ್ಲಿ ಸಂಪರ್ಕಿಸಬಹುದು. (0816–2278647) xyxy=(947,1197,1482,1303)
cell-serial: 1 xyxy=(946,1351,982,1407)
paragraph: ಹುಳಿಯಾರು ಪಟ್ಟಣದಲ್ಲಿ ಶುಕ್ರವಾರ ನಡೆದ ಮತದಾರರ ಪಟ್ಟಿ ವಿಶೇಷ ಪರಿಷ್ಕರಣೆ ಕುರಿತ ಸಭೆಯಲ್ಲಿ ಅವರು ಮಾತನಾಡಿದರು. xyxy=(937,637,1114,684)
cell-crop: ಸೀಬೆ, ಲಕ್ಷಣ ಫಲ, ಹಲಸು xyxy=(1410,1804,1485,1876)
cell-date: 04.03.2026 xyxy=(982,1733,1071,1804)
masthead-date: Date: 21-02-2026 xyxy=(360,78,475,96)
masthead-day: Saturday xyxy=(495,78,558,96)
hort-dept-title: ತೋಟಗಾರಿಕೆ ಇಲಾಖೆ xyxy=(1151,1045,1279,1066)
cell-date: 02.03.2026 xyxy=(982,1590,1071,1661)
paragraph: ಕನ್ನಡ, ತಮಿಳು, ತೆಲುಗು, ಮಲಯಾಳಂ, ಹಿಂದಿ ಸೇರಿದಂತೆ ಭಾರತೀಯ ಭಾಷೆಗಳ ಬೆಳವಣಿಗೆ ಕುರಿತು ವಿಚಾರ ಸಂಕಿರಣ ನಡೆಯಲಿದೆ ಎಂದು ಸಂಘಟಕರು ಪ್ರಕಟಣೆಯಲ್ಲಿ ತಿಳಿಸಿದ್ದಾರೆ. xyxy=(27,1358,218,1426)
paragraph: ಖರೀದಿ ಕೇಂದ್ರಗಳಲ್ಲಿ ನಿಗದಿತ ಅವಧಿಯೊಳಗೆ ನೋಂದಣಿ ಮಾಡಿಸುವಂತೆ ರೈತರಿಗೆ ಮನವಿ ಮಾಡಿದರು. xyxy=(423,1767,648,1799)
judge-col-b xyxy=(610,1291,762,1455)
paragraph: ಸಭೆಯಲ್ಲಿ ಮಲ್ಲಿಕಾರ್ಜುನಯ್ಯ, ಪೂರ್ಣಿಮಾ, ಸರಸ್ವತಿ, ರಾಜಣ್ಣ, ಮಧು, ರಂಗಪ್ಪ, ವಿಜಯಕುಮಾರ್ ಉಪಸ್ಥಿತರಿದ್ದರು. xyxy=(1315,605,1492,651)
tender-banner: ಟೆಂಡರ್ ಪ್ರಕಟಣೆ xyxy=(237,1952,915,2018)
paragraph: ಪ್ರಸ್ತುತ ಮಾರುಕಟ್ಟೆಯಲ್ಲಿ ರಾಗಿ ಬೆಲೆ 3500 ದಿಂದ 4000 ವರೆಗೆ ಇರುವ ಕಾರಣ ರೈತರು ಬೆಂಬಲ ಬೆಲೆ ಯೋಜನೆ ಅಡಿಯಲ್ಲಿ 4886 ರೂ ದರದಲ್ಲಿ ರಾಗಿ ಮಾರಾಟ ಮಾಡಲು ಹೆಚ್ಚಿನ ಸಂಖ್ಯೆಯಲ್ಲಿ ನೋಂದಣಿ ಮಾಡಿಸಿದ್ದಾರೆ. xyxy=(654,1517,783,1655)
workshop-headline: ರಾಜ್ಯಮಟ್ಟದ ಕಾರ್ಯಗಾರ xyxy=(40,1026,206,1048)
paragraph: ಹೆಚ್ಚಿನ ಮಾಹಿತಿಗೆ ಸಂಸ್ಥೆಯ ಕಾರ್ಯಾಲಯ-ವಿಚಾರಣಾ ವಿಭಾಗವನ್ನು ಕಾರ್ಯಾಲಯದ ವೇಳೆಯಲ್ಲಿ ಸಂಪರ್ಕಿಸಬಹುದು ಎಂದು ಪ್ರಕಟಣೆ ತಿಳಿಸಿದೆ. xyxy=(27,1719,218,1788)
karnataka-emblem-icon xyxy=(248,1862,296,1911)
signature-title: ಸಹಿ/–ಮುಖ್ಯಾಧಿಕಾರಿ xyxy=(763,2212,857,2228)
table-row xyxy=(946,1948,1485,1996)
tali-bottom-col-2 xyxy=(251,664,467,968)
